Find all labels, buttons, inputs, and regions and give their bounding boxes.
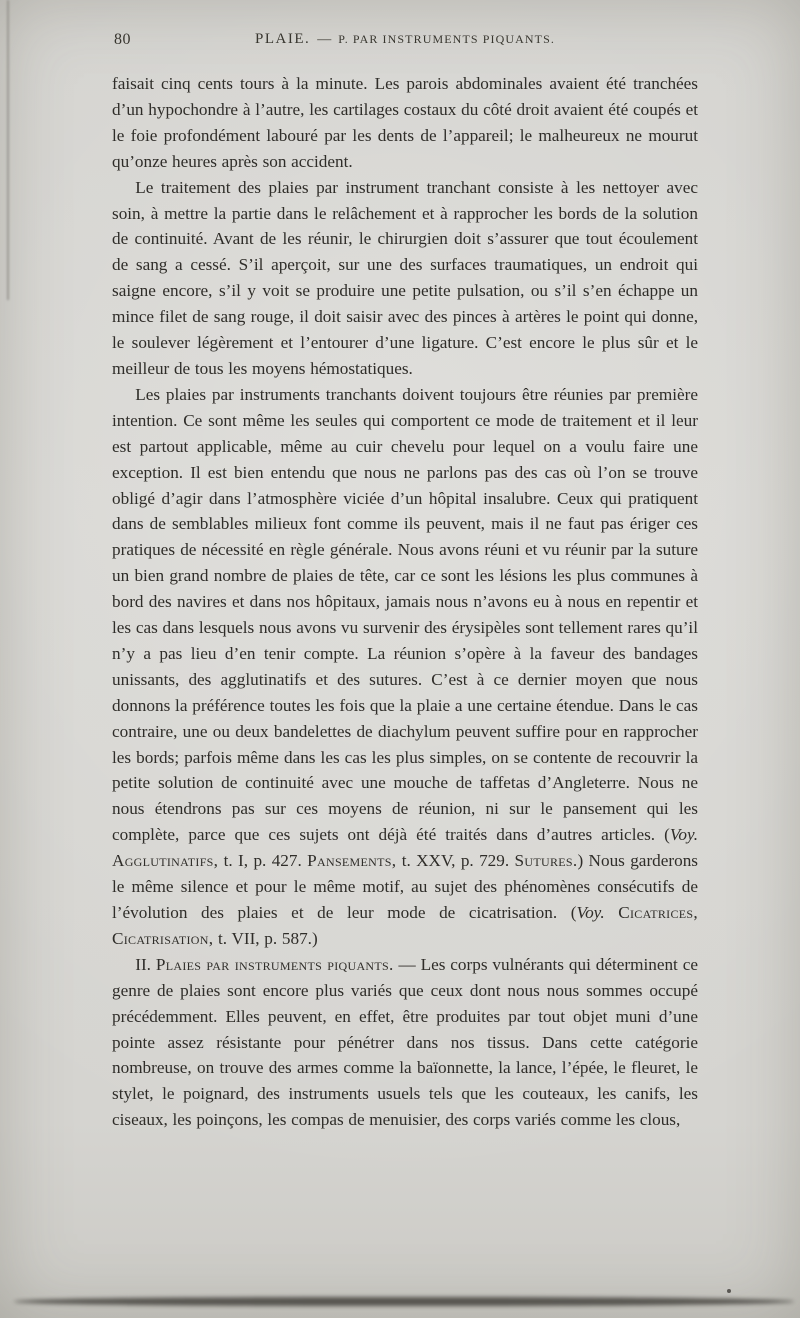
page-bottom-edge-shadow bbox=[14, 1297, 794, 1306]
running-title bbox=[112, 30, 698, 48]
running-title-sub: P. PAR INSTRUMENTS PIQUANTS. bbox=[338, 32, 555, 46]
paragraph-reunion-premiere-intention: Les plaies par instruments tranchants doivent toujours être réunies par première intention. Ce sont même les seules qui comportent ce mode de traitement et il leur est partout applicable, même au cuir chevelu pour lequel on a voulu faire une exception. Il est bien entendu que nous ne parlons pas des cas où l’on se trouve obligé d’agir dans l’atmosphère viciée d’un hôpital insalubre. Ceux qui pratiquent dans de semblables milieux font comme ils peuvent, mais il ne faut pas ériger ces pratiques de nécessité en règle générale. Nous avons réuni et vu réunir par la suture un bien grand nombre de plaies de tête, car ce sont les lésions les plus communes à bord des navires et dans nos hôpitaux, jamais nous n’avons eu à nous en repentir et les cas dans lesquels nous avons vu survenir des érysipèles sont tellement rares qu’il n’y a pas lieu d’en tenir compte. La réunion s’opère à la faveur des bandages unissants, des agglutinatifs et des sutures. C’est à ce dernier moyen que nous donnons la préférence toutes les fois que la plaie a une certaine étendue. Dans le cas contraire, une ou deux bandelettes de diachylum peuvent suffire pour en rapprocher les bords; parfois même dans les cas les plus simples, on se contente de recouvrir la petite solution de continuité avec une mouche de taffetas d’Angleterre. Nous ne nous étendrons pas sur ces moyens de réunion, ni sur le pansement qui les complète, parce que ces sujets ont déjà été traités dans d’autres articles. (Voy. Agglutinatifs, t. I, p. 427. Pansements, t. XXV, p. 729. Sutures.) Nous garderons le même silence et pour le même motif, au sujet des phénomènes consécutifs de l’évolution des plaies et de leur mode de cicatrisation. (Voy. Cicatrices, Cicatrisation, t. VII, p. 587.) bbox=[112, 384, 698, 948]
page-body bbox=[112, 71, 698, 1133]
paragraph-traitement-plaies-tranchantes: Le traitement des plaies par instrument tranchant consiste à les nettoyer avec soin, à mettre la partie dans le relâchement et à rapprocher les bords de la solution de continuité. Avant de les réunir, le chirurgien doit s’assurer que tout écoulement de sang a cessé. S’il aperçoit, sur une des surfaces traumatiques, un endroit qui saigne encore, s’il y voit se produire une petite pulsation, ou s’il s’en échappe un mince filet de sang rouge, il doit saisir avec des pinces à artères le point qui donne, le soulever légèrement et l’entourer d’une ligature. C’est encore le plus sûr et le meilleur de tous les moyens hémostatiques. bbox=[112, 177, 698, 378]
paragraph-accident: faisait cinq cents tours à la minute. Les parois abdominales avaient été tranchées d’un hypochondre à l’autre, les cartilages costaux du côté droit avaient été coupés et le foie profondément labouré par les dents de l’appareil; le malheureux ne mourut qu’onze heures après son accident. bbox=[112, 74, 698, 171]
running-title-main: PLAIE. bbox=[255, 31, 311, 47]
paragraph-plaies-instruments-piquants: II. Plaies par instruments piquants. — Les corps vulnérants qui déterminent ce genre de plaies sont encore plus variés que ceux dont nous nous sommes occupé précédemment. Elles peuvent, en effet, être produites par tout objet muni d’une pointe assez résistante pour pénétrer dans nos tissus. Dans cette catégorie nombreuse, on trouve des armes comme la baïonnette, la lance, l’épée, le fleuret, le stylet, le poignard, des instruments usuels tels que les couteaux, les canifs, les ciseaux, les poinçons, les compas de menuisier, des corps variés comme les clous, bbox=[112, 954, 698, 1130]
page-gutter-shadow bbox=[7, 0, 9, 300]
scan-speck bbox=[727, 1289, 731, 1293]
page-header bbox=[112, 30, 698, 48]
running-title-separator: — bbox=[317, 32, 332, 47]
page-number: 80 bbox=[114, 31, 131, 48]
